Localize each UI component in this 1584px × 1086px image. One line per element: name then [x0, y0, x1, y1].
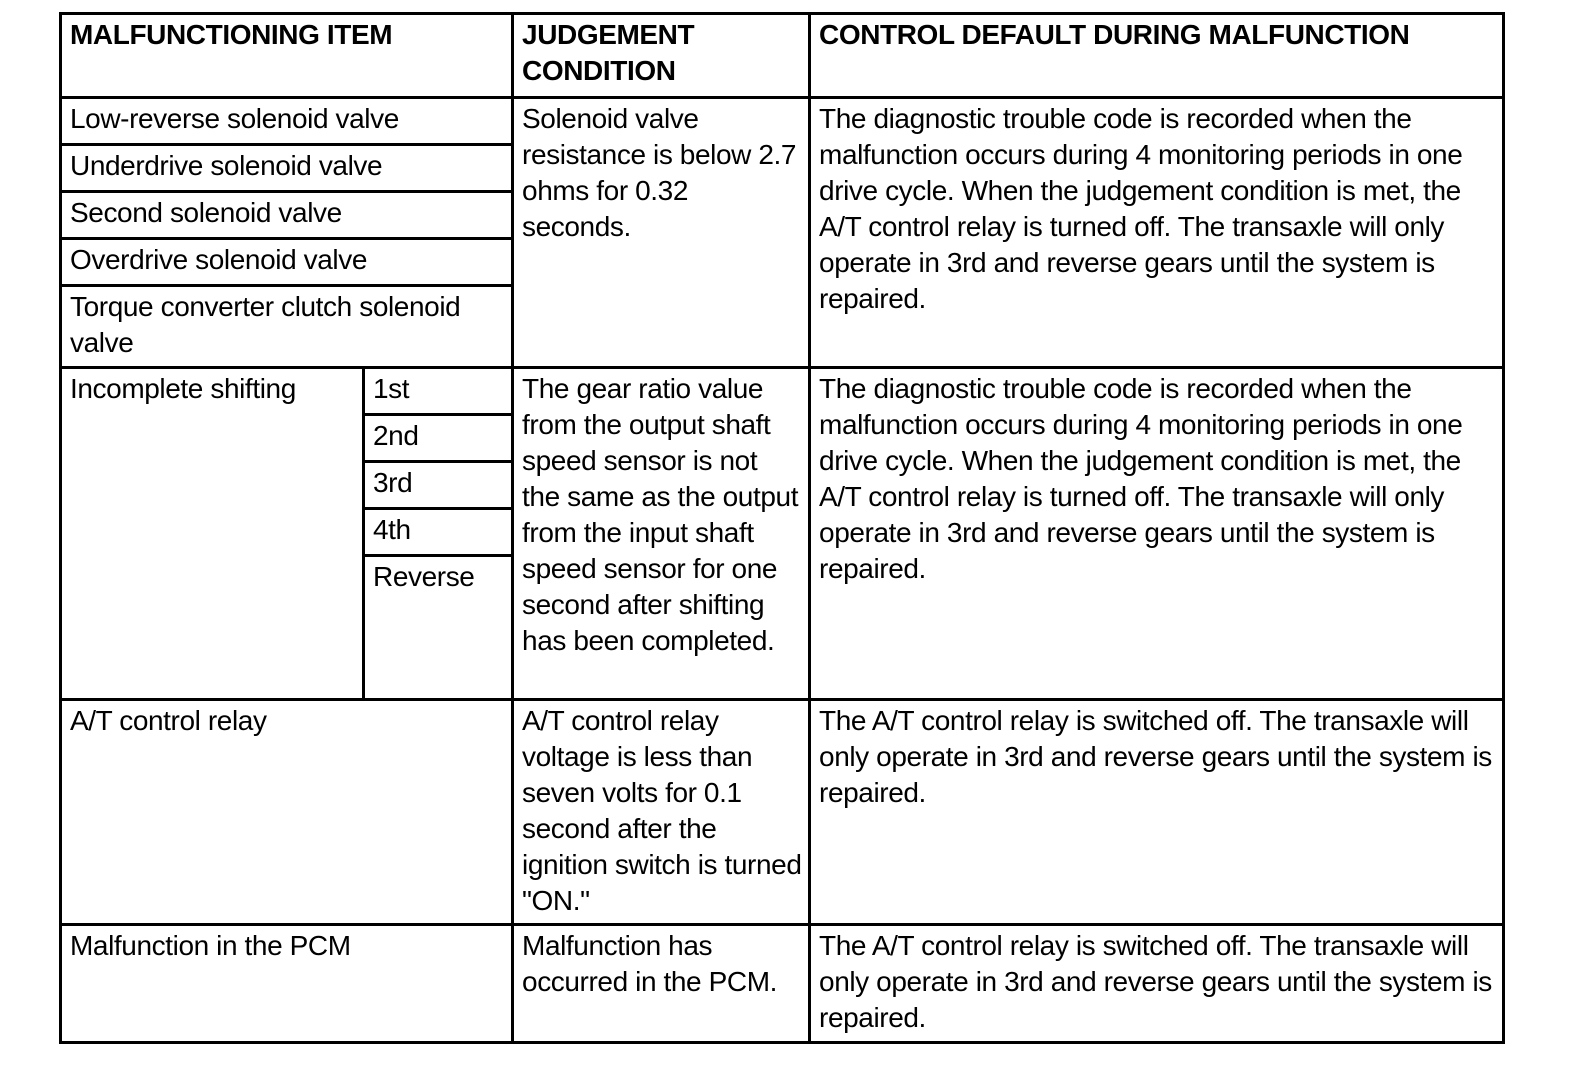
item-underdrive-solenoid: Underdrive solenoid valve — [61, 145, 513, 192]
item-low-reverse-solenoid: Low-reverse solenoid valve — [61, 98, 513, 145]
item-second-solenoid: Second solenoid valve — [61, 192, 513, 239]
pcm-control: The A/T control relay is switched off. The transaxle will only operate in 3rd and reverse gears until the system is repaired. — [810, 925, 1504, 1043]
shifting-judgement: The gear ratio value from the output shaft speed sensor is not the same as the output from the input shaft speed sensor for one second after shifting has been completed. — [513, 368, 810, 700]
shifting-control: The diagnostic trouble code is recorded when the malfunction occurs during 4 monitoring periods in one drive cycle. When the judgement condition is met, the A/T control relay is turned off. The transaxle will only operate in 3rd and reverse gears until the system is repaired. — [810, 368, 1504, 700]
header-control: CONTROL DEFAULT DURING MALFUNCTION — [810, 14, 1504, 98]
relay-row — [61, 700, 1504, 925]
solenoid-control: The diagnostic trouble code is recorded when the malfunction occurs during 4 monitoring periods in one drive cycle. When the judgement condition is met, the A/T control relay is turned off. The transaxle will only operate in 3rd and reverse gears until the system is repaired. — [810, 98, 1504, 368]
shifting-row — [61, 368, 1504, 415]
header-item: MALFUNCTIONING ITEM — [61, 14, 513, 98]
relay-judgement: A/T control relay voltage is less than seven volts for 0.1 second after the ignition switch is turned "ON." — [513, 700, 810, 925]
item-tcc-solenoid: Torque converter clutch solenoid valve — [61, 286, 513, 368]
item-overdrive-solenoid: Overdrive solenoid valve — [61, 239, 513, 286]
malfunction-table — [59, 12, 1505, 1044]
gear-1st: 1st — [364, 368, 513, 415]
item-pcm-malfunction: Malfunction in the PCM — [61, 925, 513, 1043]
pcm-row — [61, 925, 1504, 1043]
solenoid-judgement: Solenoid valve resistance is below 2.7 ohms for 0.32 seconds. — [513, 98, 810, 368]
header-judgement: JUDGEMENT CONDITION — [513, 14, 810, 98]
relay-control: The A/T control relay is switched off. The transaxle will only operate in 3rd and reverse gears until the system is repaired. — [810, 700, 1504, 925]
pcm-judgement: Malfunction has occurred in the PCM. — [513, 925, 810, 1043]
header-row — [61, 14, 1504, 98]
item-incomplete-shifting: Incomplete shifting — [61, 368, 364, 700]
gear-4th: 4th — [364, 509, 513, 556]
gear-3rd: 3rd — [364, 462, 513, 509]
item-at-control-relay: A/T control relay — [61, 700, 513, 925]
gear-2nd: 2nd — [364, 415, 513, 462]
gear-reverse: Reverse — [364, 556, 513, 700]
solenoid-row — [61, 98, 1504, 145]
